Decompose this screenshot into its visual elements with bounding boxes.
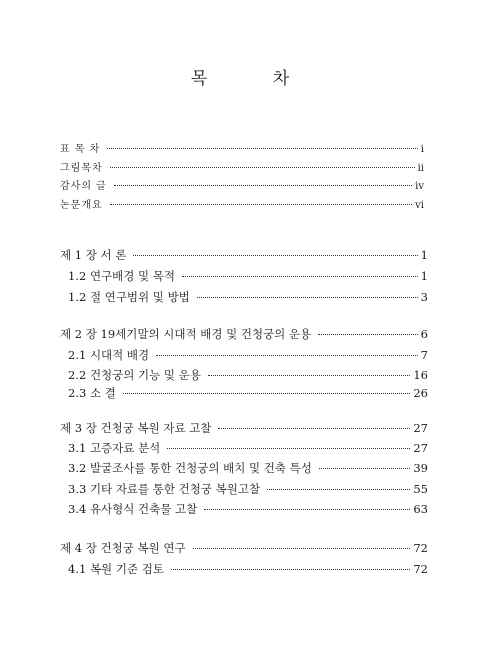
toc-entry-page: 27 xyxy=(413,441,428,455)
toc-entry-page: 55 xyxy=(413,482,428,496)
toc-entry-label: 3.3 기타 자료를 통한 건청궁 복원고찰 xyxy=(68,482,261,496)
leader-dots xyxy=(123,393,411,394)
leader-dots xyxy=(114,185,412,186)
toc-entry-label: 제 1 장 서 론 xyxy=(60,248,127,262)
leader-dots xyxy=(156,355,418,356)
leader-dots xyxy=(110,167,415,168)
toc-entry-label: 1.2 절 연구범위 및 방법 xyxy=(68,290,190,304)
toc-entry-label: 제 2 장 19세기말의 시대적 배경 및 건청궁의 운용 xyxy=(60,327,312,341)
toc-entry-page: 72 xyxy=(413,562,428,576)
toc-section-3-3[interactable] xyxy=(68,481,428,497)
toc-entry-label: 3.2 발굴조사를 통한 건청궁의 배치 및 건축 특성 xyxy=(68,461,312,475)
toc-entry-page: 27 xyxy=(413,421,428,435)
toc-entry-label: 논문개요 xyxy=(60,200,103,211)
leader-dots xyxy=(107,148,417,149)
toc-entry-page: 16 xyxy=(413,368,428,382)
toc-entry-label: 제 4 장 건청궁 복원 연구 xyxy=(60,541,186,555)
toc-chapter-3[interactable] xyxy=(60,420,428,436)
toc-entry-page: vi xyxy=(415,200,424,211)
leader-dots xyxy=(182,276,418,277)
toc-entry-label: 3.1 고증자료 분석 xyxy=(68,441,161,455)
toc-entry-label: 4.1 복원 기준 검토 xyxy=(68,562,164,576)
toc-section-3-1[interactable] xyxy=(68,440,428,456)
toc-entry-label: 2.2 건청궁의 기능 및 운용 xyxy=(68,368,201,382)
toc-entry-list-of-figures[interactable] xyxy=(60,159,424,174)
toc-chapter-1[interactable] xyxy=(60,247,428,263)
toc-chapter-4[interactable] xyxy=(60,540,428,556)
toc-entry-page: 26 xyxy=(413,386,428,400)
toc-entry-label: 표 목 차 xyxy=(60,144,101,155)
toc-entry-label: 2.3 소 결 xyxy=(68,386,116,400)
leader-dots xyxy=(204,509,410,510)
toc-section-3-4[interactable] xyxy=(68,501,428,517)
leader-dots xyxy=(193,548,411,549)
toc-entry-label: 2.1 시대적 배경 xyxy=(68,348,150,362)
toc-entry-page: i xyxy=(420,144,424,155)
leader-dots xyxy=(110,204,413,205)
toc-entry-list-of-tables[interactable] xyxy=(60,140,424,155)
leader-dots xyxy=(197,297,418,298)
leader-dots xyxy=(171,569,410,570)
toc-section-2-1[interactable] xyxy=(68,347,428,363)
leader-dots xyxy=(133,255,417,256)
toc-entry-label: 감사의 글 xyxy=(60,181,107,192)
leader-dots xyxy=(319,468,411,469)
toc-entry-page: 39 xyxy=(413,461,428,475)
leader-dots xyxy=(318,334,418,335)
toc-section-4-1[interactable] xyxy=(68,561,428,577)
toc-section-3-2[interactable] xyxy=(68,460,428,476)
toc-entry-page: 1 xyxy=(420,269,428,283)
toc-section-2-3[interactable] xyxy=(68,385,428,401)
toc-entry-page: 63 xyxy=(413,502,428,516)
toc-entry-page: iv xyxy=(415,181,424,192)
toc-entry-label: 3.4 유사형식 건축물 고찰 xyxy=(68,502,198,516)
toc-entry-acknowledgements[interactable] xyxy=(60,177,424,192)
toc-entry-label: 그림목차 xyxy=(60,163,103,174)
leader-dots xyxy=(267,489,410,490)
toc-entry-page: 1 xyxy=(420,248,428,262)
toc-entry-abstract[interactable] xyxy=(60,196,424,211)
toc-entry-page: ii xyxy=(417,163,424,174)
toc-chapter-2[interactable] xyxy=(60,326,428,342)
page-title: 목 차 xyxy=(190,69,320,89)
toc-entry-page: 72 xyxy=(413,541,428,555)
toc-entry-page: 6 xyxy=(420,327,428,341)
toc-entry-label: 1.2 연구배경 및 목적 xyxy=(68,269,176,283)
leader-dots xyxy=(167,448,410,449)
leader-dots xyxy=(218,428,410,429)
toc-section-2-2[interactable] xyxy=(68,367,428,383)
toc-entry-label: 제 3 장 건청궁 복원 자료 고찰 xyxy=(60,421,212,435)
toc-section-1-1[interactable] xyxy=(68,268,428,284)
leader-dots xyxy=(208,375,410,376)
toc-entry-page: 7 xyxy=(420,348,428,362)
toc-entry-page: 3 xyxy=(420,290,428,304)
toc-section-1-2[interactable] xyxy=(68,289,428,305)
